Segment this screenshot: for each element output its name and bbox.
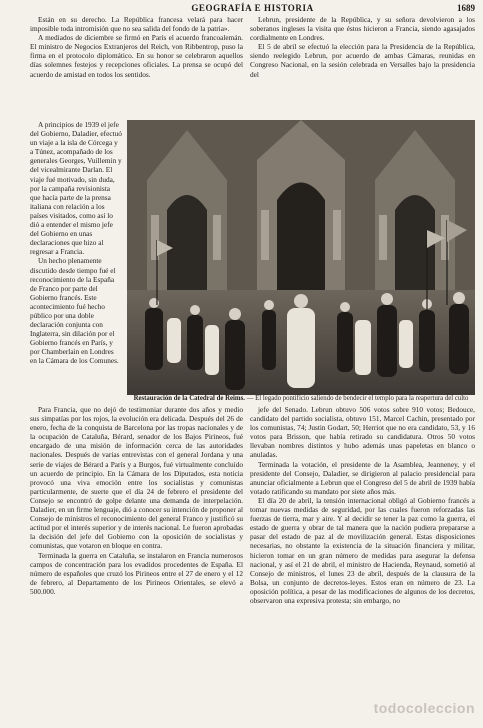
paragraph: A mediados de diciembre se firmó en París el acuerdo francoalemán. El ministro de Negocios Extranjeros del Reich, von Ribbentrop, puso la firma en el protocolo diplomático. En su honor se celebraron aquellos días solemnes festejos y recepciones oficiales. La prensa se ocupó del acuerdo de amistad en todos los sentidos. [30, 33, 243, 79]
paragraph: El día 20 de abril, la tensión internacional obligó al Gobierno francés a tomar nuevas medidas de seguridad, por las cuales fueron reforzadas las fuerzas de tierra, mar y aire. Y al decidir se tener la paz como la guerra, el estado de guerra y obrar de tal manera que la nación pudiera prepararse a pasar del estado de paz al de movilización general. Estas disposiciones necesarias, no obstante la existencia de la situación financiera y militar, hicieron tomar en un gran número de medidas para asegurar la defensa nacional, y así el 21 de abril, el ministro de Hacienda, Reynaud, sometió al Consejo de ministros, el lunes 23 de abril, después de la clausura de la Bolsa, un conjunto de decretos-leyes. Estos eran en número de 23. La oposición política, a pesar de las modificaciones de algunos de los decretos, observaron una expresiva protesta; sin embargo, no [250, 495, 475, 605]
paragraph: jefe del Senado. Lebrun obtuvo 506 votos sobre 910 votos; Bedouce, candidato del partido socialista, obtuvo 151, Marcel Cachin, presentado por los comunistas, 74; Justin Godart, 50; Herriot que no era candidato, 53, y 16 votos para Brisson, que había retirado su candidatura. Otros 50 votos llevaban nombres distintos y hubo además unas papeletas en blanco o anuladas. [250, 405, 475, 460]
bottom-left-column [30, 405, 243, 695]
paragraph: Están en su derecho. La República francesa velará para hacer imposible toda intromisión que no sea salida del fondo de la patria». [30, 15, 243, 34]
running-head-title: GEOGRAFÍA E HISTORIA [191, 3, 314, 13]
photo-illustration [127, 120, 475, 403]
top-left-column [30, 15, 243, 120]
photo-caption [127, 395, 475, 403]
paragraph: Para Francia, que no dejó de testimoniar durante dos años y medio sus simpatías por los rojos, la evolución era delicada. Después del 26 de enero, fecha de la conquista de Barcelona por las tropas nacionales y de la ocupación de Cataluña, Bérard, senador de los Bajos Pirineos, fué encargado de una misión de información cerca de las autoridades nacionales. Después de varias entrevistas con el general Jordana y una serie de viajes de Bérard a París y a Burgos, fué virtualmente concluído un acuerdo de principio. En la Cámara de los Diputados, esta noticia provocó una viva emoción entre los socialistas y comunistas particularmente, de suerte que el día 24 de febrero el presidente del Consejo se encontró de golpe delante una demanda de interpelación. Daladier, en un firme lenguaje, dió a conocer su intención de proponer al Consejo de ministros el reconocimiento del general Franco y justificó su actitud por el interés superior y de interés nacional. Le fueron aprobadas la decisión del jefe del Gobierno con la oposición de socialistas y comunistas, que votaron en bloque en contra. [30, 405, 243, 551]
page-number: 1689 [457, 3, 475, 13]
cathedral-photograph [127, 120, 475, 403]
top-right-column [250, 15, 475, 120]
paragraph: Terminada la guerra en Cataluña, se instalaron en Francia numerosos campos de concentración para los evadidos procedentes de España. El número de españoles que cruzó los Pirineos entre el 27 de enero y el 12 de febrero, al Departamento de los Pirineos Orientales, se elevó a 500.000. [30, 550, 243, 596]
paragraph: Lebrun, presidente de la República, y su señora devolvieron a los soberanos ingleses la visita que éstos hicieron a Francia, siendo agasajados cordialmente en Londres. [250, 15, 475, 43]
paragraph: El 5 de abril se efectuó la elección para la Presidencia de la República, siendo reelegido Lebrun, por acuerdo de ambas Cámaras, reunidas en Congreso Nacional, en la sesión celebrada en Versalles bajo la presidencia del [250, 42, 475, 79]
narrow-column [30, 120, 122, 402]
watermark-logo: todocoleccion [373, 700, 475, 716]
caption-text: — El legado pontificio saliendo de bendecir el templo para la reapertura del culto [246, 395, 469, 402]
paragraph: Terminada la votación, el presidente de la Asamblea, Jeanneney, y el presidente del Consejo, Daladier, se dirigieron al palacio presidencial para anunciar oficialmente a Lebrun que el Congreso del 5 de abril de 1939 había votado ratificando su mandato por siete años más. [250, 459, 475, 496]
page-header [30, 3, 475, 15]
paragraph: Un hecho plenamente discutido desde tiempo fué el reconocimiento de la España de Franco por parte del Gobierno francés. Este acontecimiento fué hecho público por una doble declaración conjunta con Inglaterra, sin dilación por el Gobierno francés en París, y por Chamberlain en Londres en la Cámara de los Comunes. [30, 256, 119, 366]
paragraph: A principios de 1939 el jefe del Gobierno, Daladier, efectuó un viaje a la isla de Córcega y a Túnez, acompañado de los generales Georges, Vuillemin y del vicealmirante Darlan. El viaje fué motivado, sin duda, por la campaña revisionista que hacía parte de la prensa italiana con relación a los países visitados, como así lo dió a entender el mismo jefe del Gobierno en unas declaraciones que hizo al regresar a Francia. [30, 120, 122, 257]
bottom-right-column [250, 405, 475, 695]
caption-bold: Restauración de la Catedral de Reims. [133, 395, 245, 402]
